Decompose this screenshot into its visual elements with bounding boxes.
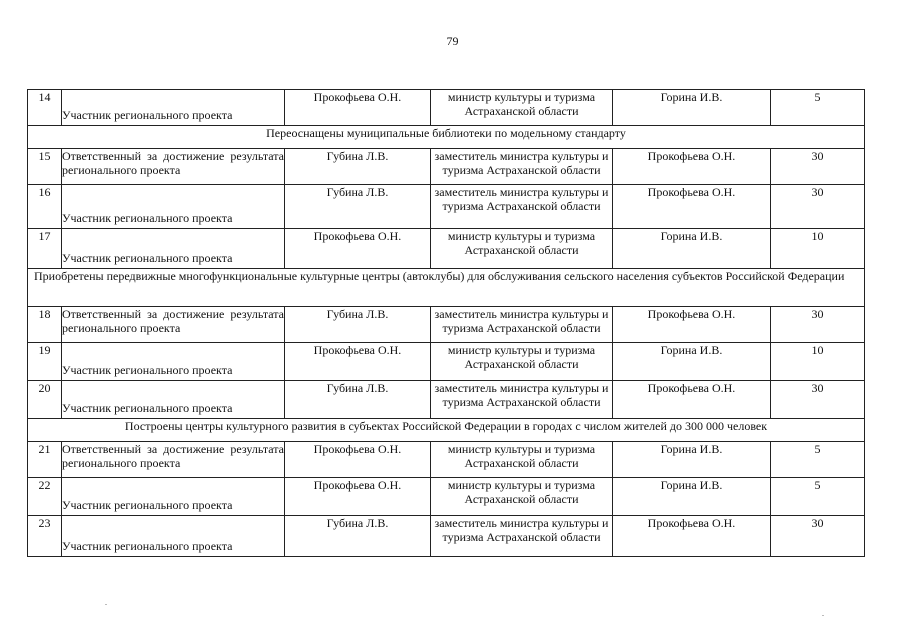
table-row	[28, 442, 865, 478]
position-cell: министр культуры и туризма Астраханской области	[431, 229, 613, 269]
person-cell: Прокофьева О.Н.	[285, 442, 431, 478]
person-cell: Прокофьева О.Н.	[285, 229, 431, 269]
person-cell: Прокофьева О.Н.	[285, 343, 431, 381]
table-row	[28, 307, 865, 343]
role-cell: Участник регионального проекта	[62, 90, 285, 126]
table-row	[28, 381, 865, 419]
position-cell: заместитель министра культуры и туризма Астраханской области	[431, 185, 613, 229]
involvement-cell: 30	[771, 185, 865, 229]
table-row	[28, 149, 865, 185]
role-cell: Участник регионального проекта	[62, 516, 285, 557]
role-cell: Ответственный за достижение результата регионального проекта	[62, 149, 285, 185]
row-number: 21	[28, 442, 62, 478]
table-row	[28, 90, 865, 126]
section-heading: Приобретены передвижные многофункциональные культурные центры (автоклубы) для обслуживания сельского населения субъектов Российской Федерации	[28, 269, 865, 307]
row-number: 17	[28, 229, 62, 269]
section-row	[28, 419, 865, 442]
row-number: 20	[28, 381, 62, 419]
position-cell: заместитель министра культуры и туризма Астраханской области	[431, 381, 613, 419]
person-cell: Губина Л.В.	[285, 516, 431, 557]
supervisor-cell: Горина И.В.	[613, 442, 771, 478]
role-cell: Участник регионального проекта	[62, 343, 285, 381]
role-cell: Участник регионального проекта	[62, 185, 285, 229]
supervisor-cell: Прокофьева О.Н.	[613, 149, 771, 185]
role-cell: Участник регионального проекта	[62, 478, 285, 516]
row-number: 22	[28, 478, 62, 516]
table-row	[28, 343, 865, 381]
involvement-cell: 30	[771, 516, 865, 557]
involvement-cell: 5	[771, 478, 865, 516]
role-cell: Участник регионального проекта	[62, 381, 285, 419]
table-row	[28, 185, 865, 229]
role-cell: Ответственный за достижение результата регионального проекта	[62, 442, 285, 478]
position-cell: министр культуры и туризма Астраханской области	[431, 478, 613, 516]
row-number: 15	[28, 149, 62, 185]
responsibility-table	[27, 89, 865, 557]
supervisor-cell: Горина И.В.	[613, 229, 771, 269]
table-row	[28, 229, 865, 269]
section-heading: Построены центры культурного развития в субъектах Российской Федерации в городах с числом жителей до 300 000 человек	[28, 419, 865, 442]
position-cell: заместитель министра культуры и туризма Астраханской области	[431, 516, 613, 557]
involvement-cell: 10	[771, 343, 865, 381]
person-cell: Губина Л.В.	[285, 381, 431, 419]
row-number: 14	[28, 90, 62, 126]
row-number: 23	[28, 516, 62, 557]
supervisor-cell: Прокофьева О.Н.	[613, 516, 771, 557]
position-cell: министр культуры и туризма Астраханской области	[431, 343, 613, 381]
row-number: 16	[28, 185, 62, 229]
table-row	[28, 516, 865, 557]
role-cell: Ответственный за достижение результата регионального проекта	[62, 307, 285, 343]
person-cell: Прокофьева О.Н.	[285, 478, 431, 516]
scan-speck	[822, 615, 824, 616]
person-cell: Губина Л.В.	[285, 185, 431, 229]
person-cell: Прокофьева О.Н.	[285, 90, 431, 126]
position-cell: заместитель министра культуры и туризма Астраханской области	[431, 307, 613, 343]
supervisor-cell: Горина И.В.	[613, 90, 771, 126]
person-cell: Губина Л.В.	[285, 307, 431, 343]
involvement-cell: 5	[771, 90, 865, 126]
supervisor-cell: Горина И.В.	[613, 478, 771, 516]
involvement-cell: 10	[771, 229, 865, 269]
involvement-cell: 30	[771, 381, 865, 419]
involvement-cell: 5	[771, 442, 865, 478]
position-cell: министр культуры и туризма Астраханской области	[431, 442, 613, 478]
person-cell: Губина Л.В.	[285, 149, 431, 185]
involvement-cell: 30	[771, 307, 865, 343]
row-number: 18	[28, 307, 62, 343]
position-cell: заместитель министра культуры и туризма Астраханской области	[431, 149, 613, 185]
supervisor-cell: Прокофьева О.Н.	[613, 185, 771, 229]
table-row	[28, 478, 865, 516]
page-number: 79	[446, 34, 459, 48]
row-number: 19	[28, 343, 62, 381]
section-row	[28, 269, 865, 307]
supervisor-cell: Горина И.В.	[613, 343, 771, 381]
supervisor-cell: Прокофьева О.Н.	[613, 381, 771, 419]
involvement-cell: 30	[771, 149, 865, 185]
section-row	[28, 126, 865, 149]
role-cell: Участник регионального проекта	[62, 229, 285, 269]
section-heading: Переоснащены муниципальные библиотеки по модельному стандарту	[28, 126, 865, 149]
position-cell: министр культуры и туризма Астраханской области	[431, 90, 613, 126]
scan-speck	[105, 604, 107, 605]
supervisor-cell: Прокофьева О.Н.	[613, 307, 771, 343]
